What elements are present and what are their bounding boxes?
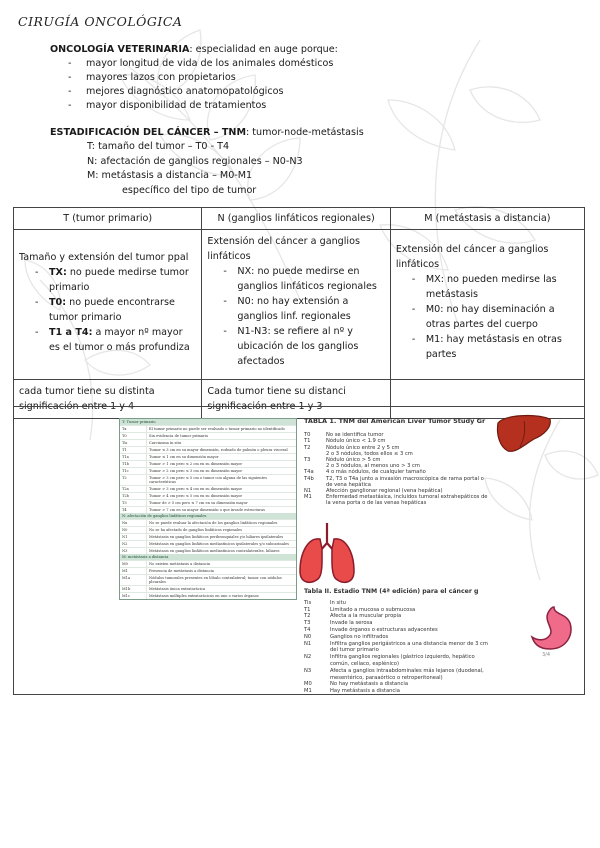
row-description: Infiltra ganglios perigástricos a una distancia menor de 3 cm del tumor primario [330,640,488,654]
row-description: Tumor > 3 cm pero ≤ 5 cm o tumor con alguna de las siguientes características [149,476,267,484]
row-description: Metástasis en ganglios linfáticos peribronquiales y/o hiliares ipsilaterales [149,535,284,539]
row-description: Afección ganglionar regional (vena hepática) [326,488,443,495]
table-row [120,446,296,453]
liver-icon [494,413,554,457]
table-row [120,585,296,592]
table-row [304,613,489,620]
table-row [120,425,296,432]
table-row [120,547,296,554]
row-description: No se puede evaluar la afectación de los ganglios linfáticos regionales [149,521,278,525]
table-row [120,432,296,439]
table-row [120,592,296,599]
row-code: T1 [304,438,311,445]
row-code: T3 [304,620,311,627]
list-item: - mayores lazos con propietarios [68,71,338,85]
row-code: N2 [120,541,147,547]
cell-t-list [19,265,196,355]
term-label: T0: [49,297,67,308]
header-m: M (metástasis a distancia) [390,208,584,230]
list-item: - M0: no hay diseminación a otras partes del cuerpo [412,302,579,332]
row-description: In situ [330,599,346,606]
row-code: N3 [120,548,147,554]
liver-tnm-table [304,418,489,507]
row-code: N1 [304,488,312,495]
row-code: N3 [304,667,312,674]
term-label: T1 a T4: [49,327,93,338]
row-code: T4 [120,507,147,513]
row-code: M0 [120,561,147,567]
footer-n: Cada tumor tiene su distanci significación entre 1 y 3 [202,380,390,419]
row-description: No hay metástasis a distancia [330,681,408,688]
lungs-icon [296,519,358,589]
table-row [304,600,489,607]
row-description: Presencia de metástasis a distancia [149,569,214,573]
row-code: M1 [304,688,312,695]
row-code: N0 [120,527,147,533]
row-code: N1 [120,534,147,540]
list-item: - mayor disponibilidad de tratamientos [68,99,338,113]
intro-heading-rest: : especialidad en auge porque: [189,44,338,55]
row-description: Tumor > 7 cm en su mayor dimensión o que invade estructuras [149,508,266,512]
row-description: Invade la serosa [330,620,373,627]
term-text: a mayor nº mayor es el tumor o más profundiza [49,327,190,353]
list-item [35,325,196,355]
staging-heading-rest: : tumor-node-metástasis [246,127,364,138]
row-description: Sin evidencia de tumor primario [149,434,209,438]
row-description: Metástasis única extratorácica [149,587,206,591]
row-description: No se ha afectado de ganglios linfáticos regionales [149,528,242,532]
row-code: Tis [120,440,147,446]
row-code: T3 [304,457,311,464]
row-description: Afecta a ganglios intraabdominales más lejanos (duodenal, mesentérico, paraaórtico o retroperitoneal) [330,667,484,681]
table-row [304,620,489,627]
row-code: T0 [120,433,147,439]
cell-n [202,230,390,380]
cell-n-intro: Extensión del cáncer a ganglios linfáticos [207,236,360,262]
row-description: Tumor ≤ 1 cm en su dimensión mayor [149,455,219,459]
row-code: M1 [304,494,312,501]
row-code: M1c [120,593,147,599]
staging-line-n: N: afectación de ganglios regionales – N0-N3 [87,155,303,167]
row-description: Tumor > 1 cm pero ≤ 2 cm en su dimensión mayor [149,462,243,466]
table-header-row [14,208,585,230]
list-item: - MX: no pueden medirse las metástasis [412,272,579,302]
gastric-table-title: Tabla II. Estadio TNM (4ª edición) para el cáncer g [304,588,479,595]
row-code: Tx [120,426,147,432]
row-code: M1b [120,586,147,592]
table-row [120,567,296,574]
staging-note: específico del tipo de tumor [122,184,257,196]
page-title: CIRUGÍA ONCOLÓGICA [18,14,183,29]
row-code: T3 [120,500,147,506]
row-code: N0 [304,633,312,640]
table-row [120,453,296,460]
table-row [304,634,489,641]
row-code: N1 [304,640,312,647]
table-row [120,485,296,492]
row-description: Tumor ≤ 3 cm en su mayor dimensión, rodeado de pulmón o pleura visceral [149,448,288,452]
row-code: Nx [120,520,147,526]
row-description: 2 o 3 nódulos, todos ellos ≤ 3 cm [326,450,413,457]
cell-t [14,230,202,380]
row-code: T1c [120,468,147,474]
liver-table-title: TABLA 1. TNM del American Liver Tumor Study Gr [304,417,486,425]
tnm-table [13,207,585,419]
staging-line-m: M: metástasis a distancia – M0-M1 [87,170,253,182]
section-header: N: afectación de ganglios linfáticos regionales [120,513,296,519]
row-description: Metástasis múltiples extratorácicas en uno o varios órganos [149,594,259,598]
list-item: - mayor longitud de vida de los animales domésticos [68,57,338,71]
row-code: T1 [120,447,147,453]
row-code: M0 [304,681,312,688]
table-row [304,641,489,655]
row-code: T2 [304,613,311,620]
table-row [120,474,296,485]
list-item: - N0: no hay extensión a ganglios linf. regionales [223,294,384,324]
row-code: T4b [304,475,314,482]
row-description: Invade órganos o estructuras adyacentes [330,626,438,633]
row-code: T2 [304,444,311,451]
row-code: N2 [304,654,312,661]
row-code: T4a [304,469,314,476]
row-description: No se identifica tumor [326,432,384,439]
table-row [120,533,296,540]
table-row [120,519,296,526]
cell-m-list [396,272,579,362]
staging-line-t: T: tamaño del tumor – T0 - T4 [87,141,230,153]
row-description: Tumor > 4 cm pero ≤ 5 cm en su dimensión mayor [149,494,243,498]
row-code: T4 [304,626,311,633]
list-item: - NX: no puede medirse en ganglios linfáticos regionales [223,264,384,294]
table-row [120,540,296,547]
term-text: no puede encontrarse tumor primario [49,297,175,323]
row-description: T2, T3 o T4a junto a invasión macroscópica de rama portal o de vena hepática [326,475,484,488]
row-code: T1a [120,454,147,460]
stomach-icon [526,603,578,655]
table-row [120,460,296,467]
row-code: M1 [120,568,147,574]
table-row [304,654,489,668]
table-row [120,506,296,513]
row-code: M1a [120,575,147,585]
table-row [304,668,489,682]
staging-section [50,126,364,198]
table-row [120,467,296,474]
list-item: - mejores diagnóstico anatomopatológicos [68,85,338,99]
row-code: T0 [304,432,311,439]
table-row [120,574,296,585]
row-description: El tumor primario no puede ser evaluado o tumor primario no identificado [149,427,285,431]
list-item [35,265,196,295]
intro-heading-bold: ONCOLOGÍA VETERINARIA [50,44,190,55]
section-header: M: metástasis a distancia [120,554,296,560]
cell-n-list [207,264,384,369]
table-row [304,688,489,695]
list-item: - N1-N3: se refiere al nº y ubicación de los ganglios afectados [223,324,384,369]
table-row [304,627,489,634]
row-description: Carcinoma in situ [149,441,182,445]
footer-t: cada tumor tiene su distinta significación entre 1 y 4 [14,380,202,419]
gastric-tnm-table [304,589,489,695]
table-row [304,607,489,614]
row-description: Nódulo único > 5 cm [326,457,381,464]
row-description: Enfermedad metastásica, incluidos tumoral extrahepáticos de la vena porta o de las venas hepáticas [326,494,488,507]
row-description: Tumor de > 5 cm pero ≤ 7 cm en su dimensión mayor [149,501,248,505]
row-code: Tis [304,599,312,606]
cell-m [390,230,584,380]
row-description: Infiltra ganglios regionales (gástrico izquierdo, hepático común, celíaco, esplénico) [330,654,475,667]
row-description: Afecta a la muscular propia [330,613,402,620]
term-label: TX: [49,267,67,278]
header-n: N (ganglios linfáticos regionales) [202,208,390,230]
row-description: Hay metástasis a distancia [330,688,400,695]
section-header: T: Tumor primario [120,419,296,425]
row-description: Ganglios no infiltrados [330,633,389,640]
list-item: - M1: hay metástasis en otras partes [412,332,579,362]
row-description: Nódulos tumorales presentes en lóbulo contralateral; tumor con nódulos pleurales [149,576,282,584]
table-row [120,526,296,533]
lung-tnm-table [119,418,297,600]
row-description: Metástasis en ganglios linfáticos mediastínicos contralaterales, hiliares [149,549,280,553]
row-description: 2 o 3 nódulos, al menos uno > 3 cm [326,463,420,470]
table-row [120,499,296,506]
staging-heading-bold: ESTADIFICACIÓN DEL CÁNCER – TNM [50,127,246,138]
row-code: T1 [304,606,311,613]
table-row [304,494,489,506]
reference-figure [13,406,585,695]
page-number: 3/4 [542,652,551,658]
row-description: Limitado a mucosa o submucosa [330,606,416,613]
row-description: Nódulo único entre 2 y 5 cm [326,444,400,451]
table-row [120,492,296,499]
cell-t-intro: Tamaño y extensión del tumor ppal [19,252,189,263]
table-row [120,439,296,446]
row-description: Nódulo único < 1.9 cm [326,438,386,445]
row-code: T2b [120,493,147,499]
term-text: no puede medirse tumor primario [49,267,189,293]
table-row [120,560,296,567]
row-description: 4 o más nódulos, de cualquier tamaño [326,469,426,476]
row-description: Tumor > 2 cm pero ≤ 3 cm en su dimensión mayor [149,469,243,473]
row-description: Metástasis en ganglios linfáticos mediastínicos ipsilaterales y/o subcarinales [149,542,289,546]
intro-section [50,43,338,113]
header-t: T (tumor primario) [14,208,202,230]
row-code: T1b [120,461,147,467]
table-row [304,476,489,488]
cell-m-intro: Extensión del cáncer a ganglios linfáticos [395,244,549,270]
row-code: T2a [120,486,147,492]
row-code: T2 [120,475,147,485]
table-row [14,230,585,380]
intro-heading [50,43,338,57]
list-item [35,295,196,325]
row-description: No existen metástasis a distancia [149,562,210,566]
intro-list [50,57,338,113]
row-description: Tumor > 3 cm pero ≤ 4 cm en su dimensión mayor [149,487,243,491]
staging-heading [50,126,364,140]
